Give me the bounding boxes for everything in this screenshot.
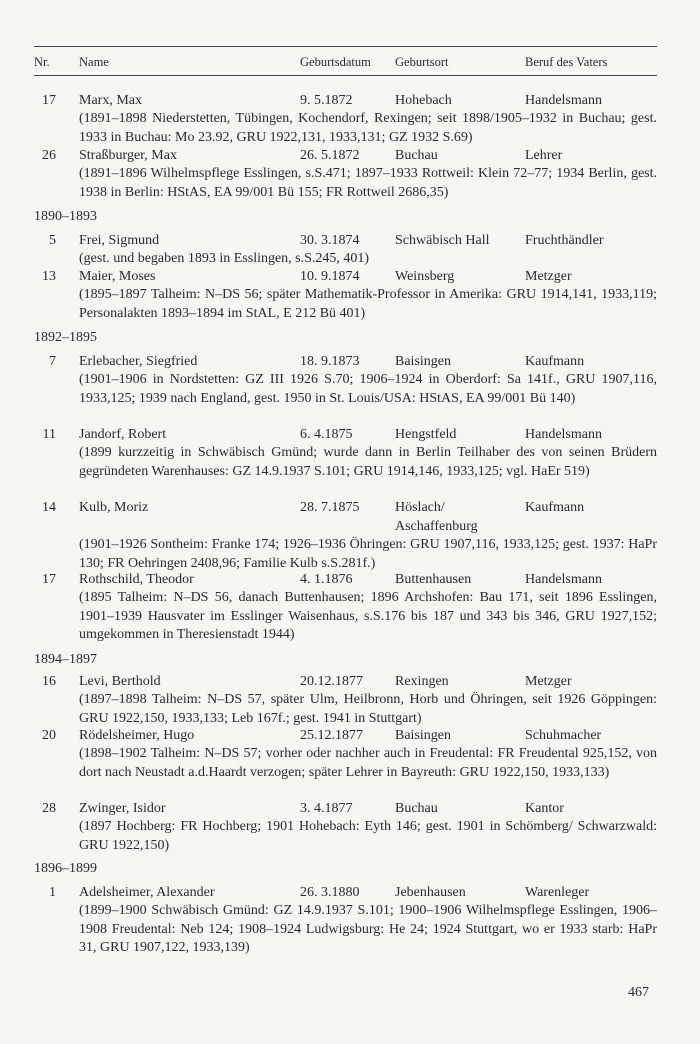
section-label: 1892–1895 [34,330,97,345]
entry-father: Kantor [525,801,564,816]
header-date: Geburtsdatum [300,55,371,69]
entry-date: 28. 7.1875 [300,500,360,515]
entry-name: Levi, Berthold [79,674,161,689]
entry-place: Hengstfeld [395,427,457,442]
entry-date: 20.12.1877 [300,674,363,689]
top-rule [34,46,657,47]
entry-father: Kaufmann [525,354,585,369]
entry-name: Kulb, Moriz [79,500,149,515]
entry-name: Zwinger, Isidor [79,801,166,816]
header-name: Name [79,55,109,69]
entry-place: Jebenhausen [395,885,466,900]
entry-place: Buttenhausen [395,572,472,587]
entry-name: Frei, Sigmund [79,233,160,248]
entry-place: Buchau [395,148,438,163]
entry-place: Baisingen [395,728,451,743]
entry-note: (1897 Hochberg: FR Hochberg; 1901 Hohebach: Eyth 146; gest. 1901 in Schömberg/ Schwarzwald: GRU 1922,150) [79,819,657,853]
entry-nr: 7 [49,354,56,369]
header-place: Geburtsort [395,55,449,69]
entry-date: 6. 4.1875 [300,427,353,442]
entry-note: (1895 Talheim: N–DS 56, danach Buttenhausen; 1896 Archshofen: Bau 171, seit 1896 Esslingen, 1901–1939 Hausvater im Esslinger Waisenhaus, s.S.176 bis 187 und 343 bis 346, GRU 1927,152; umgekommen in Theresienstadt 1944) [79,590,657,643]
entry-father: Lehrer [525,148,563,163]
entry-note: (1891–1898 Niederstetten, Tübingen, Kochendorf, Rexingen; seit 1898/1905–1932 in Buchau; gest. 1933 in Buchau: Mo 23.92, GRU 1922,131, 1933,131; GZ 1932 S.69) [79,111,657,145]
entry-nr: 20 [42,728,56,743]
entry-note: (1897–1898 Talheim: N–DS 57, später Ulm, Heilbronn, Horb und Öhringen, seit 1926 Göppingen: GRU 1922,150, 1933,133; Leb 167f.; gest. 1941 in Stuttgart) [79,692,657,726]
header-rule [34,75,657,76]
entry-date: 30. 3.1874 [300,233,360,248]
entry-name: Marx, Max [79,93,142,108]
section-label: 1890–1893 [34,209,97,224]
entry-name: Straßburger, Max [79,148,177,163]
entry-father: Metzger [525,674,572,689]
entry-name: Rödelsheimer, Hugo [79,728,195,743]
entry-nr: 5 [49,233,56,248]
section-label: 1894–1897 [34,652,97,667]
header-father: Beruf des Vaters [525,55,608,69]
section-label: 1896–1899 [34,861,97,876]
entry-name: Rothschild, Theodor [79,572,194,587]
entry-date: 25.12.1877 [300,728,363,743]
entry-place: Höslach/ [395,500,445,515]
entry-name: Maier, Moses [79,269,156,284]
entry-place: Baisingen [395,354,451,369]
entry-place: Weinsberg [395,269,455,284]
entry-date: 9. 5.1872 [300,93,353,108]
entry-nr: 1 [49,885,56,900]
entry-note: (1901–1906 in Nordstetten: GZ III 1926 S.70; 1906–1924 in Oberdorf: Sa 141f., GRU 1907,116, 1933,125; 1939 nach England, gest. 1950 in St. Louis/USA: HStAS, EA 99/001 Bü 140) [79,372,657,406]
entry-date: 3. 4.1877 [300,801,353,816]
entry-note: (1895–1897 Talheim: N–DS 56; später Mathematik-Professor in Amerika: GRU 1914,141, 1933,119; Personalakten 1893–1894 im StAL, E 212 Bü 401) [79,287,657,321]
entry-date: 10. 9.1874 [300,269,360,284]
entry-place-continued: Aschaffenburg [395,519,478,534]
entry-father: Handelsmann [525,93,602,108]
entry-nr: 16 [42,674,56,689]
entry-nr: 14 [42,500,56,515]
entry-note: (1898–1902 Talheim: N–DS 57; vorher oder nachher auch in Freudental: FR Freudental 925,152, von dort nach Neustadt a.d.Haardt verzogen; später Lehrer in Bayreuth: GRU 1922,150, 1933,133) [79,746,657,780]
entry-father: Warenleger [525,885,590,900]
entry-date: 18. 9.1873 [300,354,360,369]
entry-nr: 13 [42,269,56,284]
entry-place: Rexingen [395,674,449,689]
entry-nr: 17 [42,572,56,587]
entry-date: 26. 3.1880 [300,885,360,900]
entry-note: (1899–1900 Schwäbisch Gmünd: GZ 14.9.1937 S.101; 1900–1906 Wilhelmspflege Esslingen, 1906–1908 Freudental: Neb 124; 1908–1924 Ludwigsburg: He 24; 1924 Stuttgart, wo er 1933 starb: HaPr 31, GRU 1907,122, 1933,139) [79,903,657,956]
page-number: 467 [628,985,649,1000]
entry-note: (gest. und begaben 1893 in Esslingen, s.S.245, 401) [79,251,370,266]
entry-nr: 11 [42,427,56,442]
entry-place: Schwäbisch Hall [395,233,490,248]
entry-nr: 28 [42,801,56,816]
entry-note: (1899 kurzzeitig in Schwäbisch Gmünd; wurde dann in Berlin Teilhaber des von seinen Brüdern gegründeten Warenhauses: GZ 14.9.1937 S.101; GRU 1914,146, 1933,125; vgl. HaEr 519) [79,445,657,479]
entry-father: Handelsmann [525,427,602,442]
entry-father: Schuhmacher [525,728,602,743]
entry-place: Buchau [395,801,438,816]
entry-date: 26. 5.1872 [300,148,360,163]
entry-father: Metzger [525,269,572,284]
entry-nr: 17 [42,93,56,108]
entry-note: (1891–1896 Wilhelmspflege Esslingen, s.S.471; 1897–1933 Rottweil: Klein 72–77; 1934 Berlin, gest. 1938 in Berlin: HStAS, EA 99/001 Bü 155; FR Rottweil 2686,35) [79,166,657,200]
entry-name: Jandorf, Robert [79,427,167,442]
entry-father: Handelsmann [525,572,602,587]
entry-father: Kaufmann [525,500,585,515]
entry-name: Erlebacher, Siegfried [79,354,198,369]
entry-date: 4. 1.1876 [300,572,353,587]
entry-place: Hohebach [395,93,452,108]
entry-note: (1901–1926 Sontheim: Franke 174; 1926–1936 Öhringen: GRU 1907,116, 1933,125; gest. 1937: HaPr 130; FR Oehringen 2408,96; Familie Kulb s.S.281f.) [79,537,657,571]
entry-father: Fruchthändler [525,233,604,248]
entry-name: Adelsheimer, Alexander [79,885,215,900]
entry-nr: 26 [42,148,56,163]
header-nr: Nr. [34,55,50,69]
